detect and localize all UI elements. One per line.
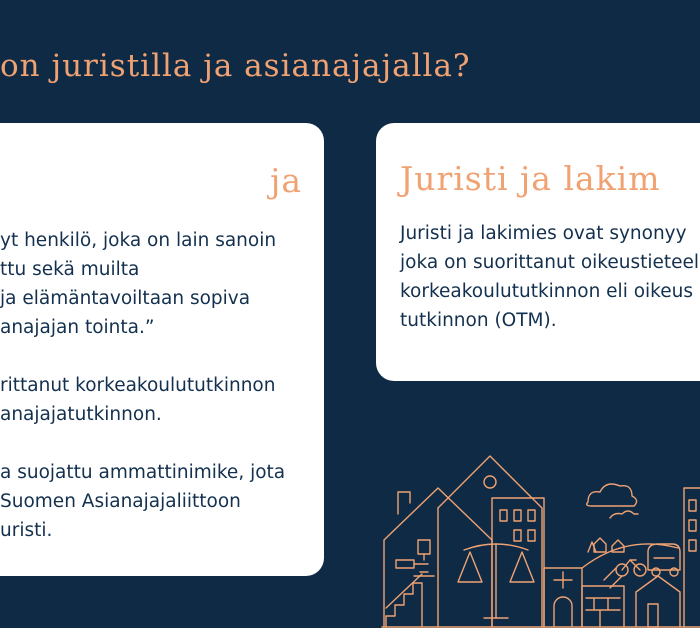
town-line-art-icon [378, 448, 700, 628]
juristi-card [376, 123, 700, 381]
asianajaja-definition [0, 226, 276, 342]
text-line: korkeakoulututkinnon eli oikeus [400, 281, 693, 302]
text-line: anajajatutkinnon. [0, 404, 162, 425]
text-line: a suojattu ammattinimike, jota [0, 462, 286, 483]
text-line: Suomen Asianajajaliittoon [0, 491, 241, 512]
asianajaja-card [0, 123, 324, 576]
asianajaja-heading: ja [270, 161, 302, 200]
text-line: ja elämäntavoiltaan sopiva [0, 288, 251, 309]
juristi-heading: Juristi ja lakim [400, 159, 661, 198]
text-line: anajajan tointa.” [0, 317, 155, 338]
text-line: uristi. [0, 520, 53, 541]
asianajaja-protected-title [0, 458, 285, 545]
text-line: rittanut korkeakoulututkinnon [0, 375, 276, 396]
text-line: Juristi ja lakimies ovat synonyy [400, 223, 687, 244]
juristi-definition [400, 219, 699, 335]
page-title: on juristilla ja asianajajalla? [0, 48, 471, 84]
text-line: joka on suorittanut oikeustieteel [400, 252, 700, 273]
text-line: ttu sekä muilta [0, 259, 140, 280]
asianajaja-education [0, 371, 275, 429]
text-line: tutkinnon (OTM). [400, 310, 557, 331]
text-line: yt henkilö, joka on lain sanoin [0, 230, 277, 251]
